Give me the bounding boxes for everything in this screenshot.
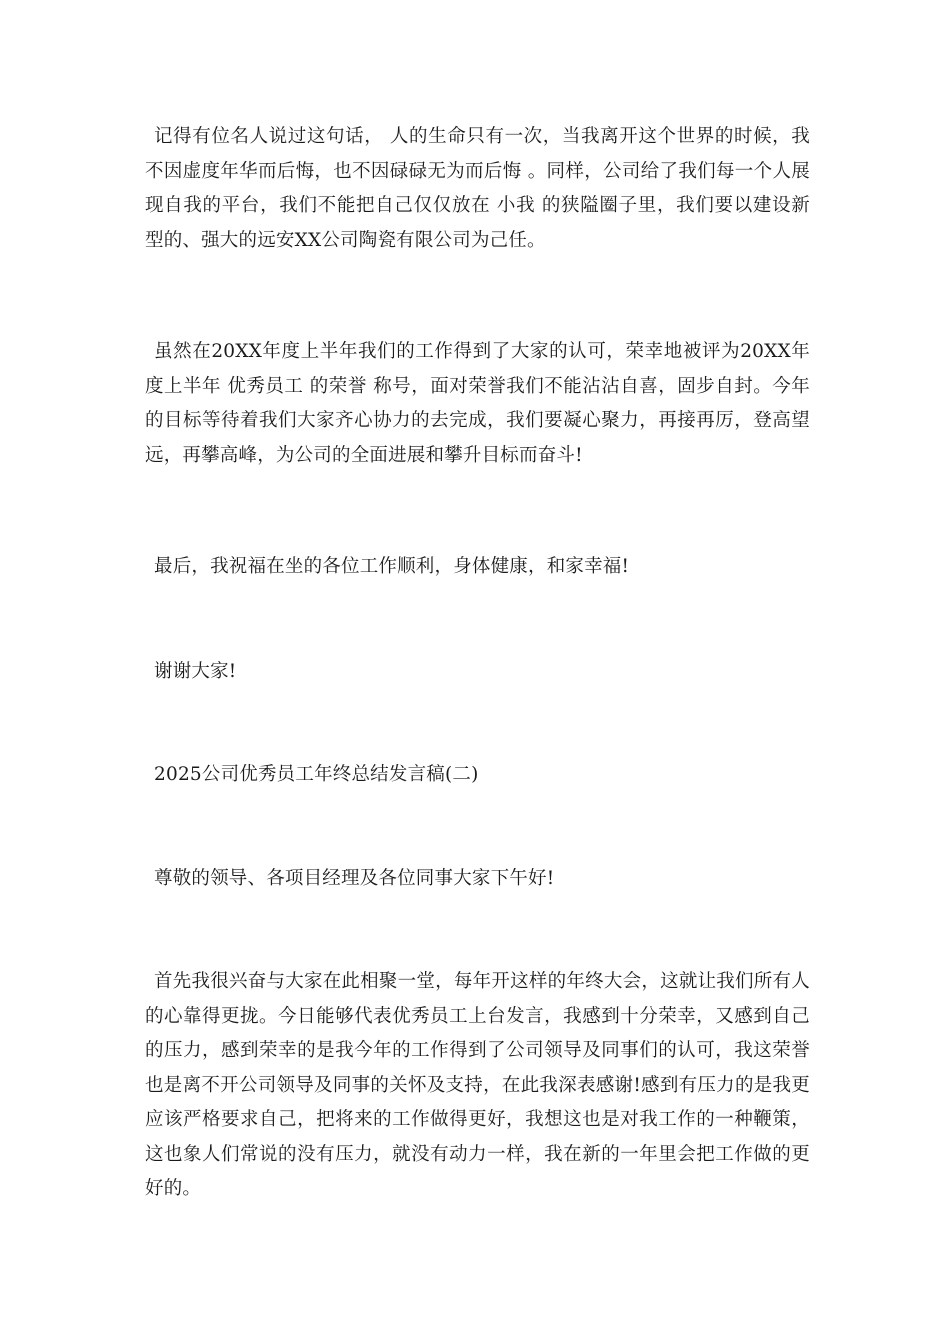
paragraph-honor: 虽然在20XX年度上半年我们的工作得到了大家的认可，荣幸地被评为20XX年度上半年 优秀员工 的荣誉 称号，面对荣誉我们不能沾沾自喜，固步自封。今年的目标等待着我们大家齐心协力的去完成，我们要凝心聚力，再接再厉，登高望远，再攀高峰，为公司的全面进展和攀升目标而奋斗! <box>145 341 810 466</box>
paragraph-greeting: 尊敬的领导、各项目经理及各位同事大家下午好! <box>154 868 555 889</box>
paragraph-blessing: 最后，我祝福在坐的各位工作顺利，身体健康，和家幸福! <box>154 556 630 577</box>
section-title: 2025公司优秀员工年终总结发言稿(二) <box>154 764 479 785</box>
paragraph-thanks: 谢谢大家! <box>154 661 237 682</box>
paragraph-famous-quote: 记得有位名人说过这句话， 人的生命只有一次，当我离开这个世界的时候，我不因虚度年华而后悔，也不因碌碌无为而后悔 。同样，公司给了我们每一个人展现自我的平台，我们不能把自己仅仅放在 小我 的狭隘圈子里，我们要以建设新型的、强大的远安XX公司陶瓷有限公司为己任。 <box>145 126 810 251</box>
paragraph-speech-body: 首先我很兴奋与大家在此相聚一堂，每年开这样的年终大会，这就让我们所有人的心靠得更拢。今日能够代表优秀员工上台发言，我感到十分荣幸，又感到自己的压力，感到荣幸的是我今年的工作得到了公司领导及同事们的认可，我这荣誉也是离不开公司领导及同事的关怀及支持，在此我深表感谢!感到有压力的是我更应该严格要求自己，把将来的工作做得更好，我想这也是对我工作的一种鞭策，这也象人们常说的没有压力，就没有动力一样，我在新的一年里会把工作做的更好的。 <box>145 971 810 1199</box>
